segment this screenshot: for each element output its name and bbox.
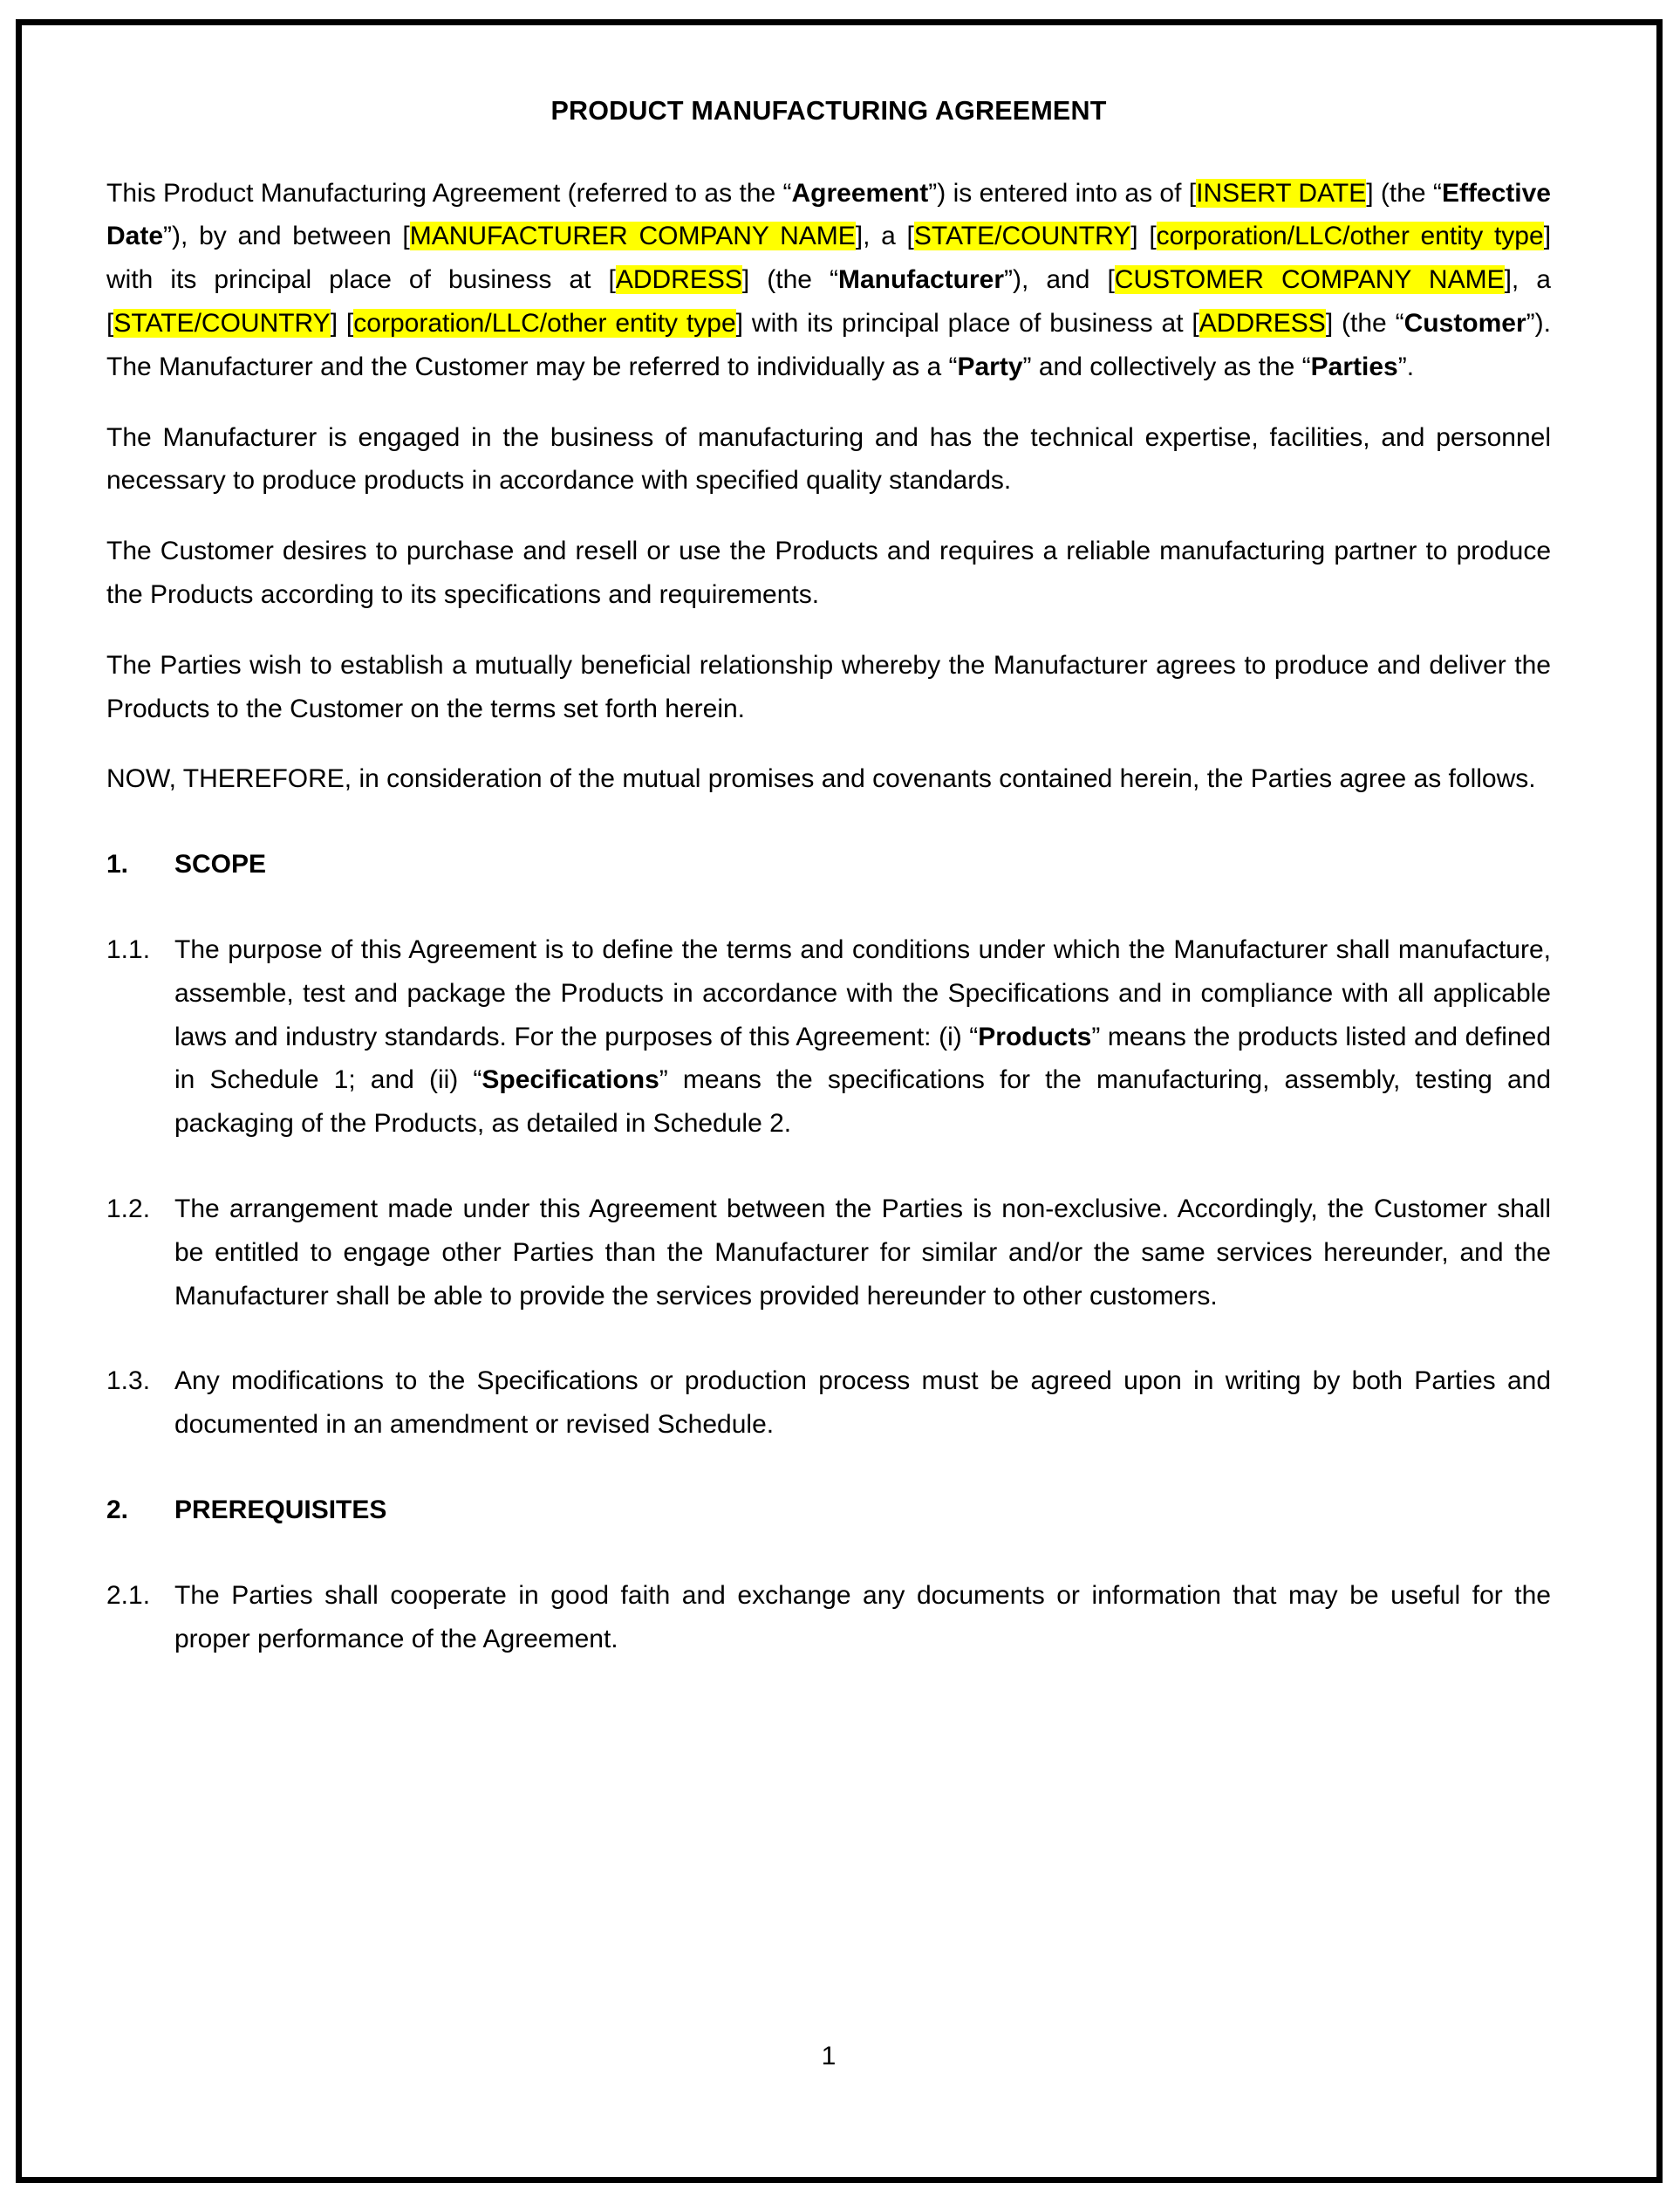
clause-1-1-text-3: ” means the specifications for the manufacturing, assembly, testing and packaging of the Products, as detailed in Schedule 2. xyxy=(174,1065,1551,1139)
preamble-text-2: ”) is entered into as of [ xyxy=(928,178,1197,208)
section-heading-prerequisites xyxy=(106,1489,1551,1532)
preamble-text-8: ] (the “ xyxy=(741,265,838,295)
preamble-text-15: ” and collectively as the “ xyxy=(1022,352,1311,381)
placeholder-manufacturer-company-name: MANUFACTURER COMPANY NAME xyxy=(409,222,856,251)
preamble-text-7: ] with its principal place of business at [ xyxy=(106,222,1552,295)
placeholder-manufacturer-state-country: STATE/COUNTRY xyxy=(913,222,1131,251)
placeholder-customer-entity-type: corporation/LLC/other entity type xyxy=(353,309,736,339)
placeholder-customer-company-name: CUSTOMER COMPANY NAME xyxy=(1114,265,1505,295)
placeholder-insert-date: INSERT DATE xyxy=(1196,178,1367,208)
defined-term-parties: Parties xyxy=(1310,352,1398,381)
preamble-text-5: ], a [ xyxy=(855,222,914,251)
preamble-text-6: ] [ xyxy=(1130,222,1157,251)
preamble-text-16: ”. xyxy=(1397,352,1415,381)
defined-term-customer: Customer xyxy=(1403,309,1526,339)
section-title: SCOPE xyxy=(174,850,267,880)
clause-text: The arrangement made under this Agreement between the Parties is non-exclusive. Accordingly, the Customer shall be entitled to engage other Parties than the Manufacturer for similar and/or the same services hereunder, and the Manufacturer shall be able to provide the services provided hereunder to other customers. xyxy=(174,1194,1551,1311)
defined-term-party: Party xyxy=(957,352,1023,381)
clause-number: 1.2. xyxy=(106,1194,151,1223)
preamble-text-14: ”). The Manufacturer and the Customer may be referred to individually as a “ xyxy=(106,309,1551,381)
clause-text xyxy=(174,928,1551,1146)
clause-1-3 xyxy=(106,1359,1551,1447)
document-body xyxy=(106,94,1551,1660)
preamble-text-12: ] with its principal place of business at [ xyxy=(735,309,1199,339)
preamble-text-3: ] (the “ xyxy=(1366,178,1442,208)
recital-parties-intent: The Parties wish to establish a mutually beneficial relationship whereby the Manufacturer agrees to produce and deliver the Products to the Customer on the terms set forth herein. xyxy=(106,650,1551,723)
recital-manufacturer-business: The Manufacturer is engaged in the business of manufacturing and has the technical expertise, facilities, and personnel necessary to produce products in accordance with specified quality standards. xyxy=(106,422,1551,496)
preamble-text-9: ”), and [ xyxy=(1004,265,1115,295)
section-title: PREREQUISITES xyxy=(174,1495,387,1524)
placeholder-manufacturer-entity-type: corporation/LLC/other entity type xyxy=(1156,222,1544,251)
defined-term-products: Products xyxy=(978,1022,1092,1051)
preamble-text-11: ] [ xyxy=(330,309,354,339)
preamble-text-13: ] (the “ xyxy=(1325,309,1404,339)
placeholder-manufacturer-address: ADDRESS xyxy=(615,265,742,295)
defined-term-agreement: Agreement xyxy=(791,178,929,208)
preamble-text-4: ”), by and between [ xyxy=(163,222,410,251)
placeholder-customer-address: ADDRESS xyxy=(1199,309,1326,339)
clause-1-1 xyxy=(106,928,1551,1146)
page-number-footer: 1 xyxy=(821,2042,837,2071)
clause-number: 2.1. xyxy=(106,1580,151,1610)
placeholder-customer-state-country: STATE/COUNTRY xyxy=(113,309,331,339)
clause-text: Any modifications to the Specifications or production process must be agreed upon in writing by both Parties and documented in an amendment or revised Schedule. xyxy=(174,1366,1551,1440)
page-title: PRODUCT MANUFACTURING AGREEMENT xyxy=(550,96,1107,126)
clause-2-1 xyxy=(106,1574,1551,1661)
clause-1-1-text-1: The purpose of this Agreement is to define the terms and conditions under which the Manufacturer shall manufacture, assemble, test and package the Products in accordance with the Specifications and in compliance with all applicable laws and industry standards. For the purposes of this Agreement: (i) “ xyxy=(174,935,1551,1051)
recital-customer-desire: The Customer desires to purchase and resell or use the Products and requires a reliable manufacturing partner to produce the Products according to its specifications and requirements. xyxy=(106,537,1551,610)
clause-1-1-text-2: ” means the products listed and defined in Schedule 1; and (ii) “ xyxy=(174,1022,1552,1095)
section-number: 1. xyxy=(106,850,129,880)
section-heading-scope xyxy=(106,843,1551,886)
clause-text: The Parties shall cooperate in good faith and exchange any documents or information that may be useful for the proper performance of the Agreement. xyxy=(174,1580,1551,1653)
defined-term-specifications: Specifications xyxy=(481,1065,659,1095)
preamble-text-1: This Product Manufacturing Agreement (referred to as the “ xyxy=(106,178,792,208)
defined-term-effective-date: Effective Date xyxy=(106,178,1551,251)
recital-now-therefore: NOW, THEREFORE, in consideration of the mutual promises and covenants contained herein, the Parties agree as follows. xyxy=(106,764,1536,794)
preamble-text-10: ], a [ xyxy=(106,265,1551,339)
defined-term-manufacturer: Manufacturer xyxy=(837,265,1005,295)
section-number: 2. xyxy=(106,1495,129,1524)
clause-number: 1.3. xyxy=(106,1366,151,1396)
preamble-paragraph-parties xyxy=(106,172,1551,389)
clause-number: 1.1. xyxy=(106,935,151,964)
clause-1-2 xyxy=(106,1188,1551,1318)
